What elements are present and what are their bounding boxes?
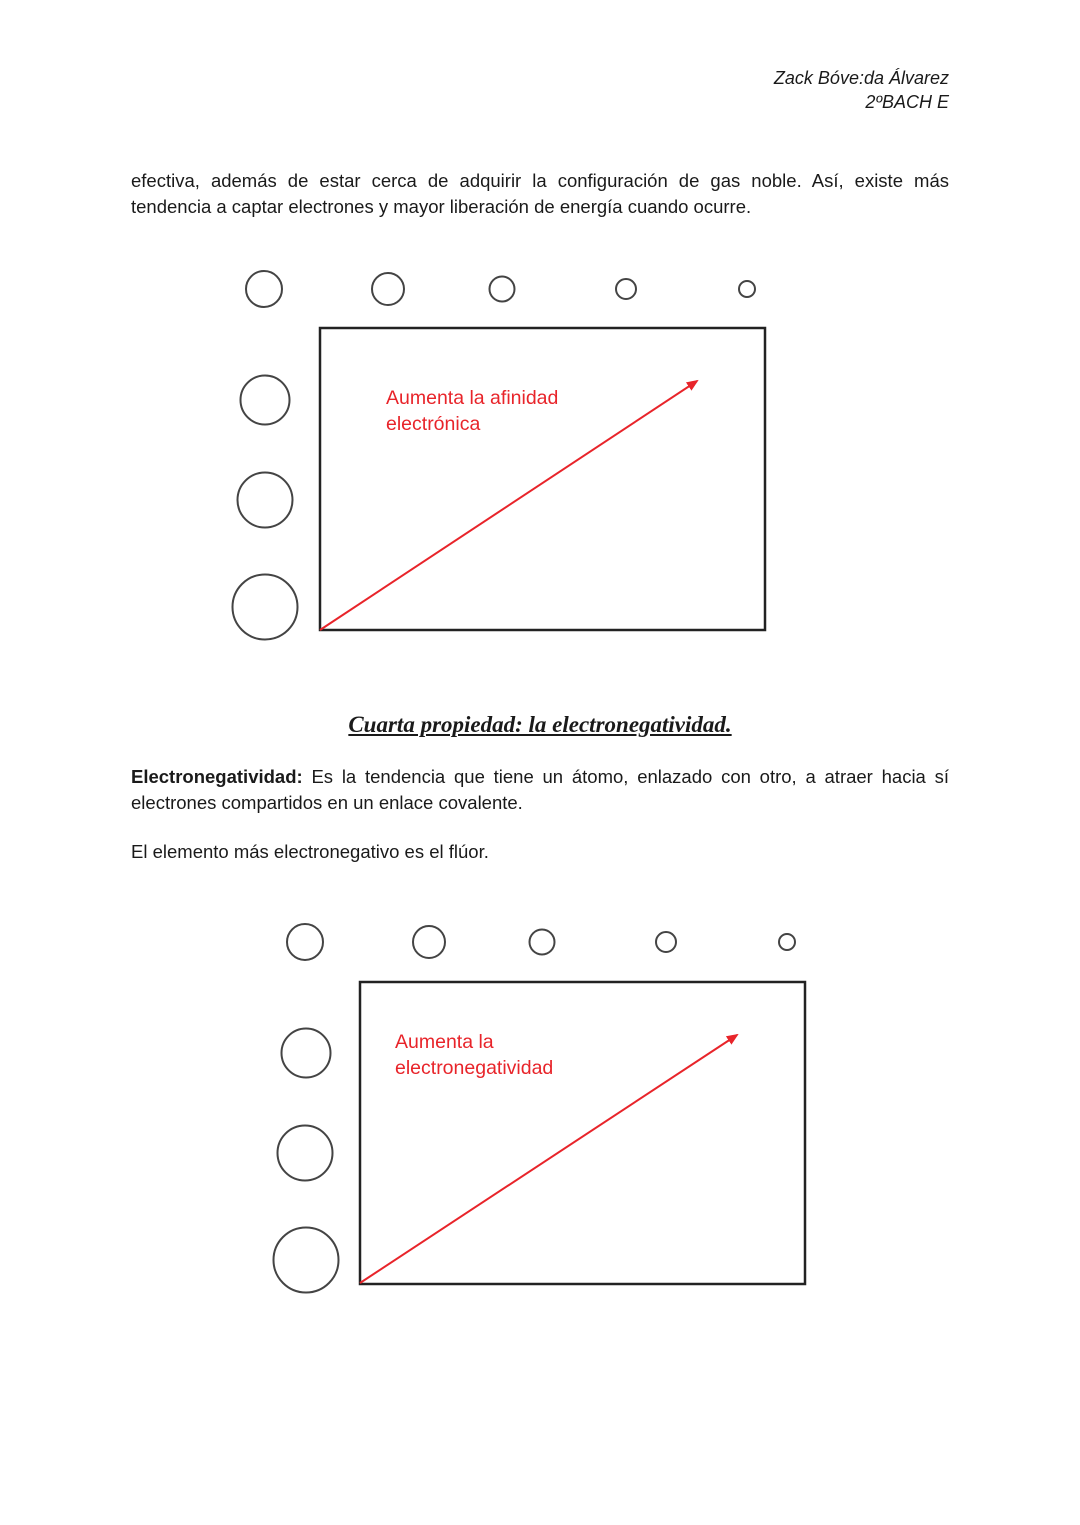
atom-circle — [233, 575, 298, 640]
atom-circle — [241, 376, 290, 425]
course-label: 2ºBACH E — [865, 92, 949, 112]
intro-paragraph: efectiva, además de estar cerca de adquirir la configuración de gas noble. Así, existe más tendencia a captar electrones y mayor liberación de energía cuando ocurre. — [131, 170, 949, 217]
atom-circle — [238, 473, 293, 528]
atom-circle — [779, 934, 795, 950]
atom-circle — [372, 273, 404, 305]
trend-label-line2: electrónica — [386, 413, 481, 435]
atom-circle — [656, 932, 676, 952]
fluor-paragraph: El elemento más electronegativo es el flúor. — [131, 841, 489, 862]
atom-circle — [413, 926, 445, 958]
definition-paragraph — [131, 764, 949, 816]
trend-label-line2: electronegatividad — [395, 1057, 554, 1079]
section-title: Cuarta propiedad: la electronegatividad. — [348, 712, 732, 737]
atom-circle — [490, 277, 515, 302]
definition-body: Es la tendencia que tiene un átomo, enlazado con otro, a atraer hacia sí electrones compartidos en un enlace covalente. — [131, 766, 949, 813]
atom-circle — [274, 1228, 339, 1293]
trend-label-line1: Aumenta la afinidad — [386, 387, 559, 409]
atom-circle — [287, 924, 323, 960]
page-header — [774, 66, 949, 114]
atom-circle — [278, 1126, 333, 1181]
atom-circle — [739, 281, 755, 297]
trend-arrow — [320, 381, 697, 630]
definition-term: Electronegatividad: — [131, 766, 303, 787]
periodic-table-box — [320, 328, 765, 630]
atom-circle — [530, 930, 555, 955]
author-name: Zack Bóve:da Álvarez — [773, 68, 949, 88]
electron-affinity-diagram — [0, 255, 1080, 655]
electronegativity-diagram — [0, 910, 1080, 1310]
atom-circle — [616, 279, 636, 299]
atom-circle — [246, 271, 282, 307]
atom-circle — [282, 1029, 331, 1078]
trend-label-line1: Aumenta la — [395, 1031, 494, 1053]
